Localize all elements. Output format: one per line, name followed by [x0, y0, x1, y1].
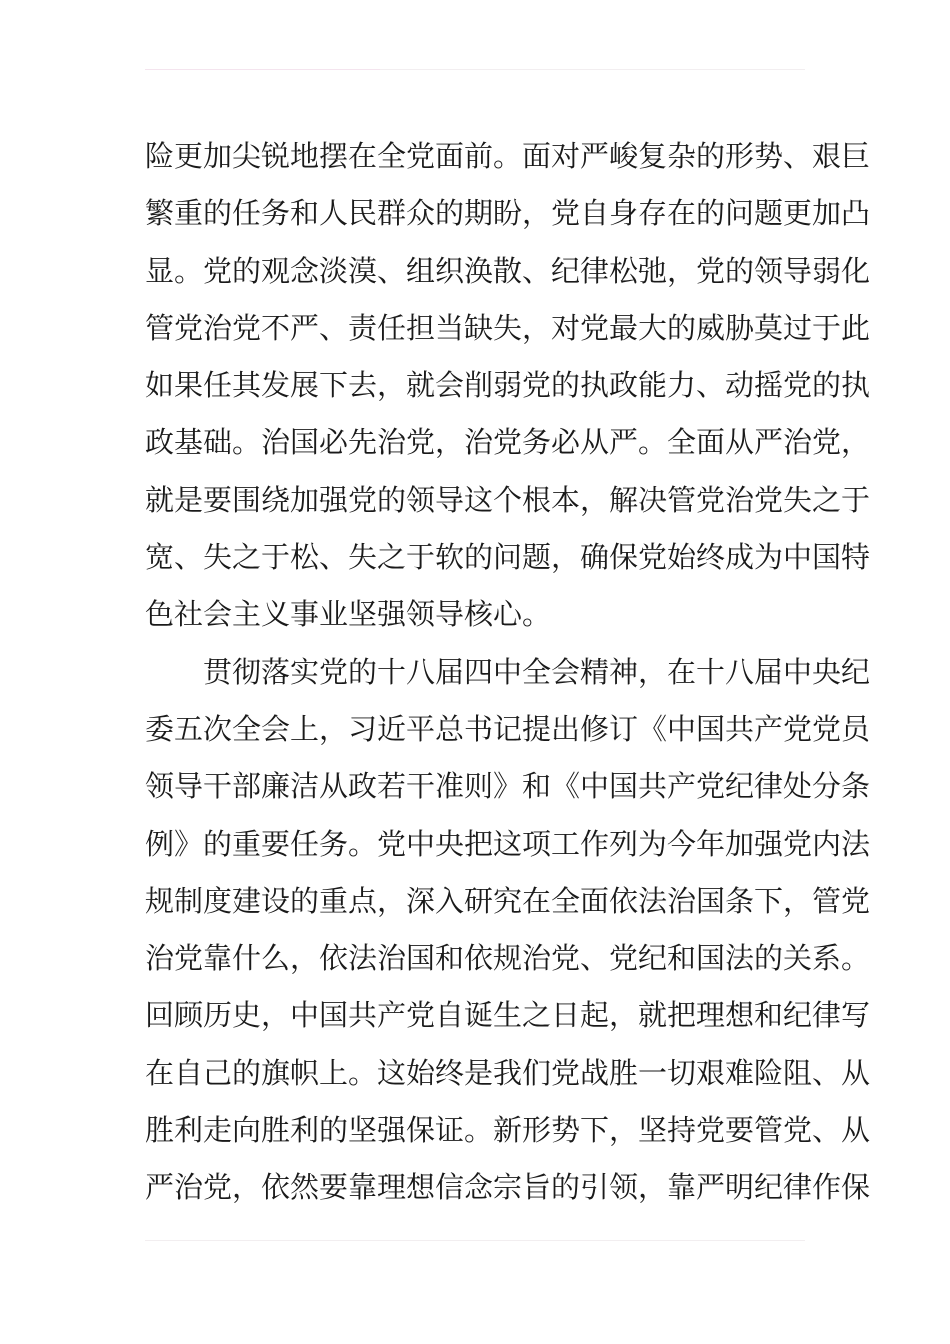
text-line: 严治党，依然要靠理想信念宗旨的引领，靠严明纪律作保	[145, 1170, 871, 1205]
text-line: 管党治党不严、责任担当缺失，对党最大的威胁莫过于此	[145, 310, 871, 345]
text-line: 领导干部廉洁从政若干准则》和《中国共产党纪律处分条	[145, 769, 871, 804]
text-line: 如果任其发展下去，就会削弱党的执政能力、动摇党的执	[145, 368, 871, 403]
text-line: 政基础。治国必先治党，治党务必从严。全面从严治党，	[145, 425, 871, 460]
text-line: 规制度建设的重点，深入研究在全面依法治国条下，管党	[145, 883, 871, 918]
header-rule	[145, 69, 805, 70]
footer-rule	[145, 1240, 805, 1241]
text-line: 险更加尖锐地摆在全党面前。面对严峻复杂的形势、艰巨	[145, 139, 871, 173]
paragraph-start-line: 贯彻落实党的十八届四中全会精神，在十八届中央纪	[203, 654, 871, 689]
body-text	[145, 128, 871, 1217]
text-line: 在自己的旗帜上。这始终是我们党战胜一切艰难险阻、从	[145, 1055, 871, 1090]
text-line: 回顾历史，中国共产党自诞生之日起，就把理想和纪律写	[145, 998, 871, 1033]
text-line: 繁重的任务和人民群众的期盼，党自身存在的问题更加凸	[145, 196, 871, 231]
text-line: 治党靠什么，依法治国和依规治党、党纪和国法的关系。	[145, 941, 871, 976]
text-line: 就是要围绕加强党的领导这个根本，解决管党治党失之于	[145, 482, 871, 517]
paragraph-end-line: 色社会主义事业坚强领导核心。	[145, 597, 552, 632]
text-line: 宽、失之于松、失之于软的问题，确保党始终成为中国特	[145, 540, 871, 575]
text-line: 胜利走向胜利的坚强保证。新形势下，坚持党要管党、从	[145, 1113, 871, 1148]
text-line: 委五次全会上，习近平总书记提出修订《中国共产党党员	[145, 711, 871, 746]
text-line: 显。党的观念淡漠、组织涣散、纪律松弛，党的领导弱化	[145, 253, 871, 288]
text-line: 例》的重要任务。党中央把这项工作列为今年加强党内法	[145, 826, 871, 861]
